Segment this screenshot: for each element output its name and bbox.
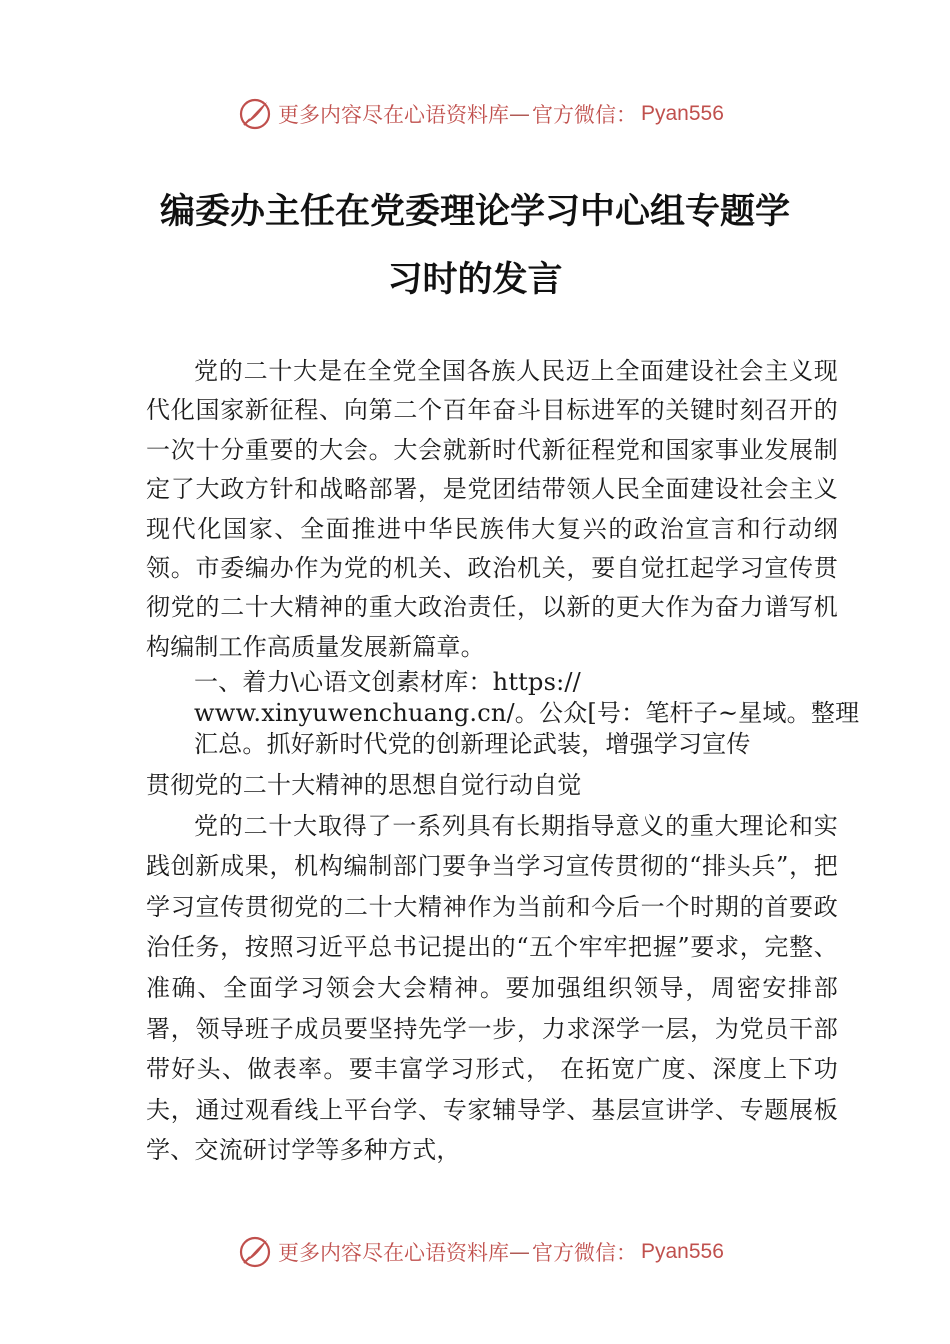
quill-logo-icon <box>238 1235 272 1269</box>
ad-line-2: www.xinyuwenchuang.cn/。公众[号：笔杆子~星域。整理 <box>194 699 860 728</box>
document-body <box>146 352 860 1171</box>
banner-wechat-id: Pyan556 <box>641 1240 724 1263</box>
banner-dash: — <box>509 102 530 126</box>
page-title <box>100 178 850 314</box>
header-banner <box>238 94 724 134</box>
banner-text: 更多内容尽在心语资料库 <box>278 1241 509 1265</box>
ad-line-1: 一、着力\心语文创素材库：https:// <box>194 668 581 697</box>
ad-line-3: 汇总。抓好新时代党的创新理论武装，增强学习宣传 <box>194 730 751 759</box>
banner-wechat-id: Pyan556 <box>641 102 724 125</box>
paragraph-2: 党的二十大取得了一系列具有长期指导意义的重大理论和实践创新成果，机构编制部门要争当学习宣传贯彻的“排头兵”，把学习宣传贯彻党的二十大精神作为当前和今后一个时期的首要政治任务，按照习近平总书记提出的“五个牢牢把握”要求，完整、准确、全面学习领会大会精神。要加强组织领导，周密安排部署，领导班子成员要坚持先学一步，力求深学一层，为党员干部带好头、做表率。要丰富学习形式， 在拓宽广度、深度上下功夫，通过观看线上平台学、专家辅导学、基层宣讲学、专题展板学、交流研讨学等多种方式， <box>146 811 838 1165</box>
banner-wechat-label: 官方微信： <box>532 103 637 127</box>
section-heading-continuation: 贯彻党的二十大精神的思想自觉行动自觉 <box>146 771 582 800</box>
title-line-1: 编委办主任在党委理论学习中心组专题学 <box>159 192 790 232</box>
paragraph-1: 党的二十大是在全党全国各族人民迈上全面建设社会主义现代化国家新征程、向第二个百年奋斗目标进军的关键时刻召开的一次十分重要的大会。大会就新时代新征程党和国家事业发展制定了大政方针和战略部署，是党团结带领人民全面建设社会主义现代化国家、全面推进中华民族伟大复兴的政治宣言和行动纲领。市委编办作为党的机关、政治机关，要自觉扛起学习宣传贯彻党的二十大精神的重大政治责任，以新的更大作为奋力谱写机构编制工作高质量发展新篇章。 <box>146 357 838 661</box>
footer-banner <box>238 1232 724 1272</box>
banner-text: 更多内容尽在心语资料库 <box>278 103 509 127</box>
banner-wechat-label: 官方微信： <box>532 1241 637 1265</box>
title-line-2: 习时的发言 <box>387 260 563 300</box>
quill-logo-icon <box>238 97 272 131</box>
banner-dash: — <box>509 1240 530 1264</box>
